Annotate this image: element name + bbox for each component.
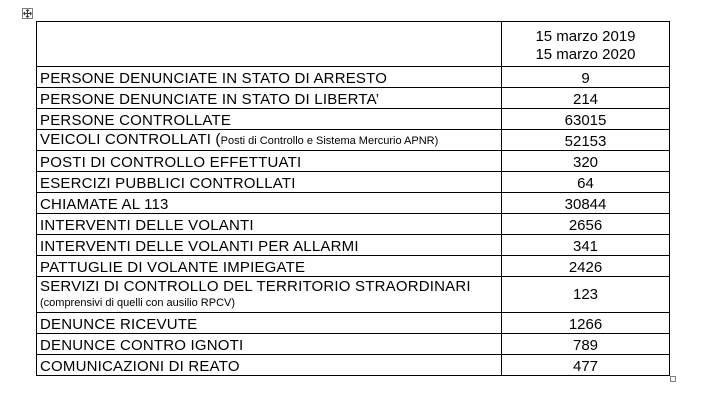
table-row [37,214,670,235]
row-value: 123 [502,277,670,313]
row-label: PATTUGLIE DI VOLANTE IMPIEGATE [37,256,502,277]
row-label: PERSONE CONTROLLATE [37,109,502,130]
row-label: COMUNICAZIONI DI REATO [37,355,502,376]
row-value: 789 [502,334,670,355]
row-value: 320 [502,151,670,172]
table-resize-handle[interactable] [670,376,676,382]
row-label: PERSONE DENUNCIATE IN STATO DI LIBERTA’ [37,88,502,109]
row-value: 2426 [502,256,670,277]
table-row [37,130,670,151]
row-label: CHIAMATE AL 113 [37,193,502,214]
row-note: Posti di Controllo e Sistema Mercurio APNR) [220,135,439,147]
date-end: 15 marzo 2020 [535,46,636,63]
table-row [37,235,670,256]
row-label: SERVIZI DI CONTROLLO DEL TERRITORIO STRAORDINARI [40,277,471,295]
row-value: 30844 [502,193,670,214]
row-note: (comprensivi di quelli con ausilio RPCV) [40,296,236,309]
row-value: 63015 [502,109,670,130]
table-row [37,67,670,88]
header-row [37,22,670,67]
row-label: INTERVENTI DELLE VOLANTI [37,214,502,235]
row-value: 2656 [502,214,670,235]
table-row [37,355,670,376]
row-label: ESERCIZI PUBBLICI CONTROLLATI [37,172,502,193]
row-label: DENUNCE CONTRO IGNOTI [37,334,502,355]
statistics-table [36,21,670,376]
table-row [37,151,670,172]
row-value: 1266 [502,313,670,334]
row-label: PERSONE DENUNCIATE IN STATO DI ARRESTO [37,67,502,88]
row-value: 64 [502,172,670,193]
table-row [37,193,670,214]
row-value: 341 [502,235,670,256]
row-label-cell [37,277,502,313]
header-blank-cell [37,22,502,67]
table-row [37,334,670,355]
table-row [37,88,670,109]
table-row [37,256,670,277]
row-label: VEICOLI CONTROLLATI ( [40,131,221,148]
row-value: 214 [502,88,670,109]
table-row [37,277,670,313]
row-value: 9 [502,67,670,88]
row-label: POSTI DI CONTROLLO EFFETTUATI [37,151,502,172]
table-row [37,313,670,334]
header-date-cell [502,22,670,67]
row-label: INTERVENTI DELLE VOLANTI PER ALLARMI [37,235,502,256]
row-label-cell [37,130,502,151]
table-row [37,109,670,130]
row-label: DENUNCE RICEVUTE [37,313,502,334]
date-start: 15 marzo 2019 [535,28,636,45]
row-value: 477 [502,355,670,376]
table-row [37,172,670,193]
table-move-handle-icon[interactable] [22,8,33,19]
row-value: 52153 [502,130,670,151]
